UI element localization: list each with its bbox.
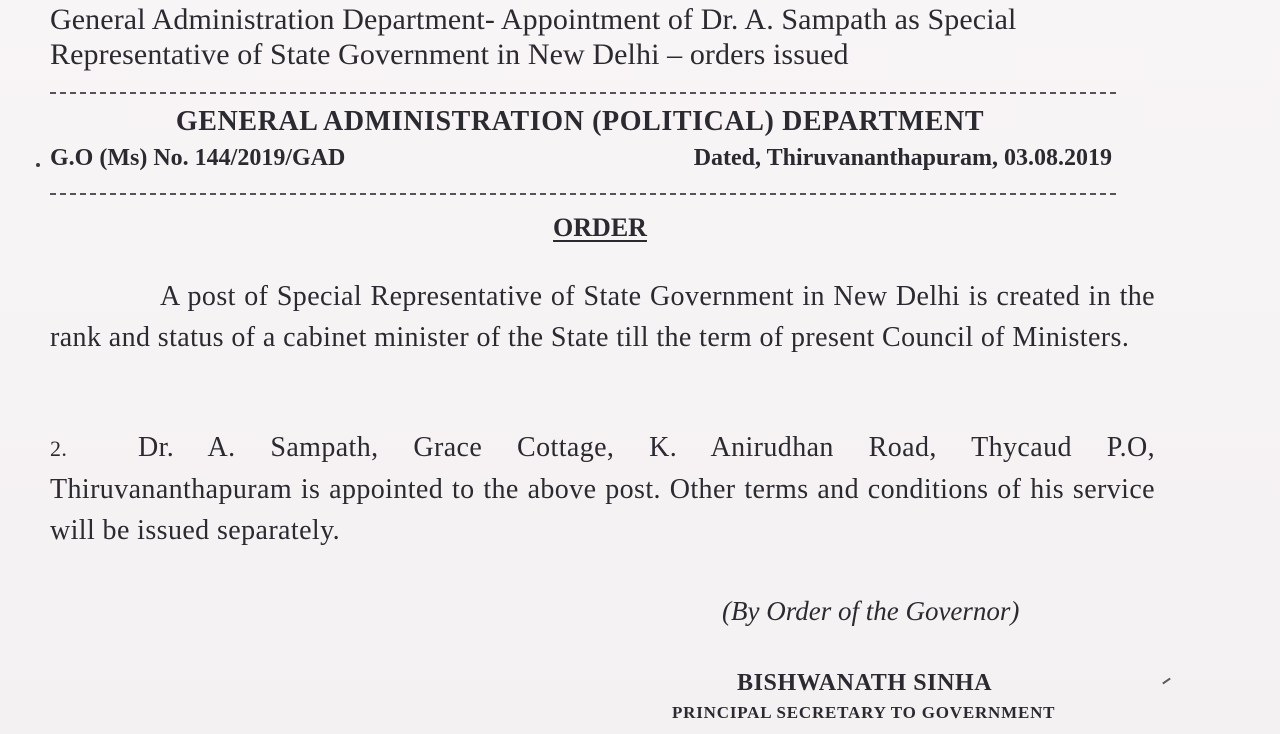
subject-line-1: General Administration Department- Appointment of Dr. A. Sampath as Special [50,3,1017,36]
signatory-title: PRINCIPAL SECRETARY TO GOVERNMENT [672,703,1056,722]
subject-line-2: Representative of State Government in New Delhi – orders issued [50,38,849,71]
by-order-of-governor: (By Order of the Governor) [722,596,1020,626]
go-date: Dated, Thiruvananthapuram, 03.08.2019 [693,145,1112,171]
ink-speck [36,163,40,167]
order-title: ORDER [553,213,647,242]
signatory-name: BISHWANATH SINHA [737,670,993,696]
paragraph-2-text: Dr. A. Sampath, Grace Cottage, K. Anirudhan Road, Thycaud P.O, Thiruvananthapuram is appointed to the above post. Other terms and conditions of his service will be issued separately. [50,432,1155,546]
order-paragraph-1: A post of Special Representative of State Government in New Delhi is created in the rank and status of a cabinet minister of the State till the term of present Council of Ministers. [50,281,1155,353]
dashed-divider-bottom [50,193,1116,195]
pen-mark [1162,678,1171,685]
department-heading: GENERAL ADMINISTRATION (POLITICAL) DEPARTMENT [175,106,985,137]
paragraph-number: 2. [50,436,68,461]
go-number: G.O (Ms) No. 144/2019/GAD [50,145,346,171]
subject-heading [50,2,1160,72]
dashed-divider-top [50,92,1116,94]
order-paragraph-2 [50,427,1155,551]
